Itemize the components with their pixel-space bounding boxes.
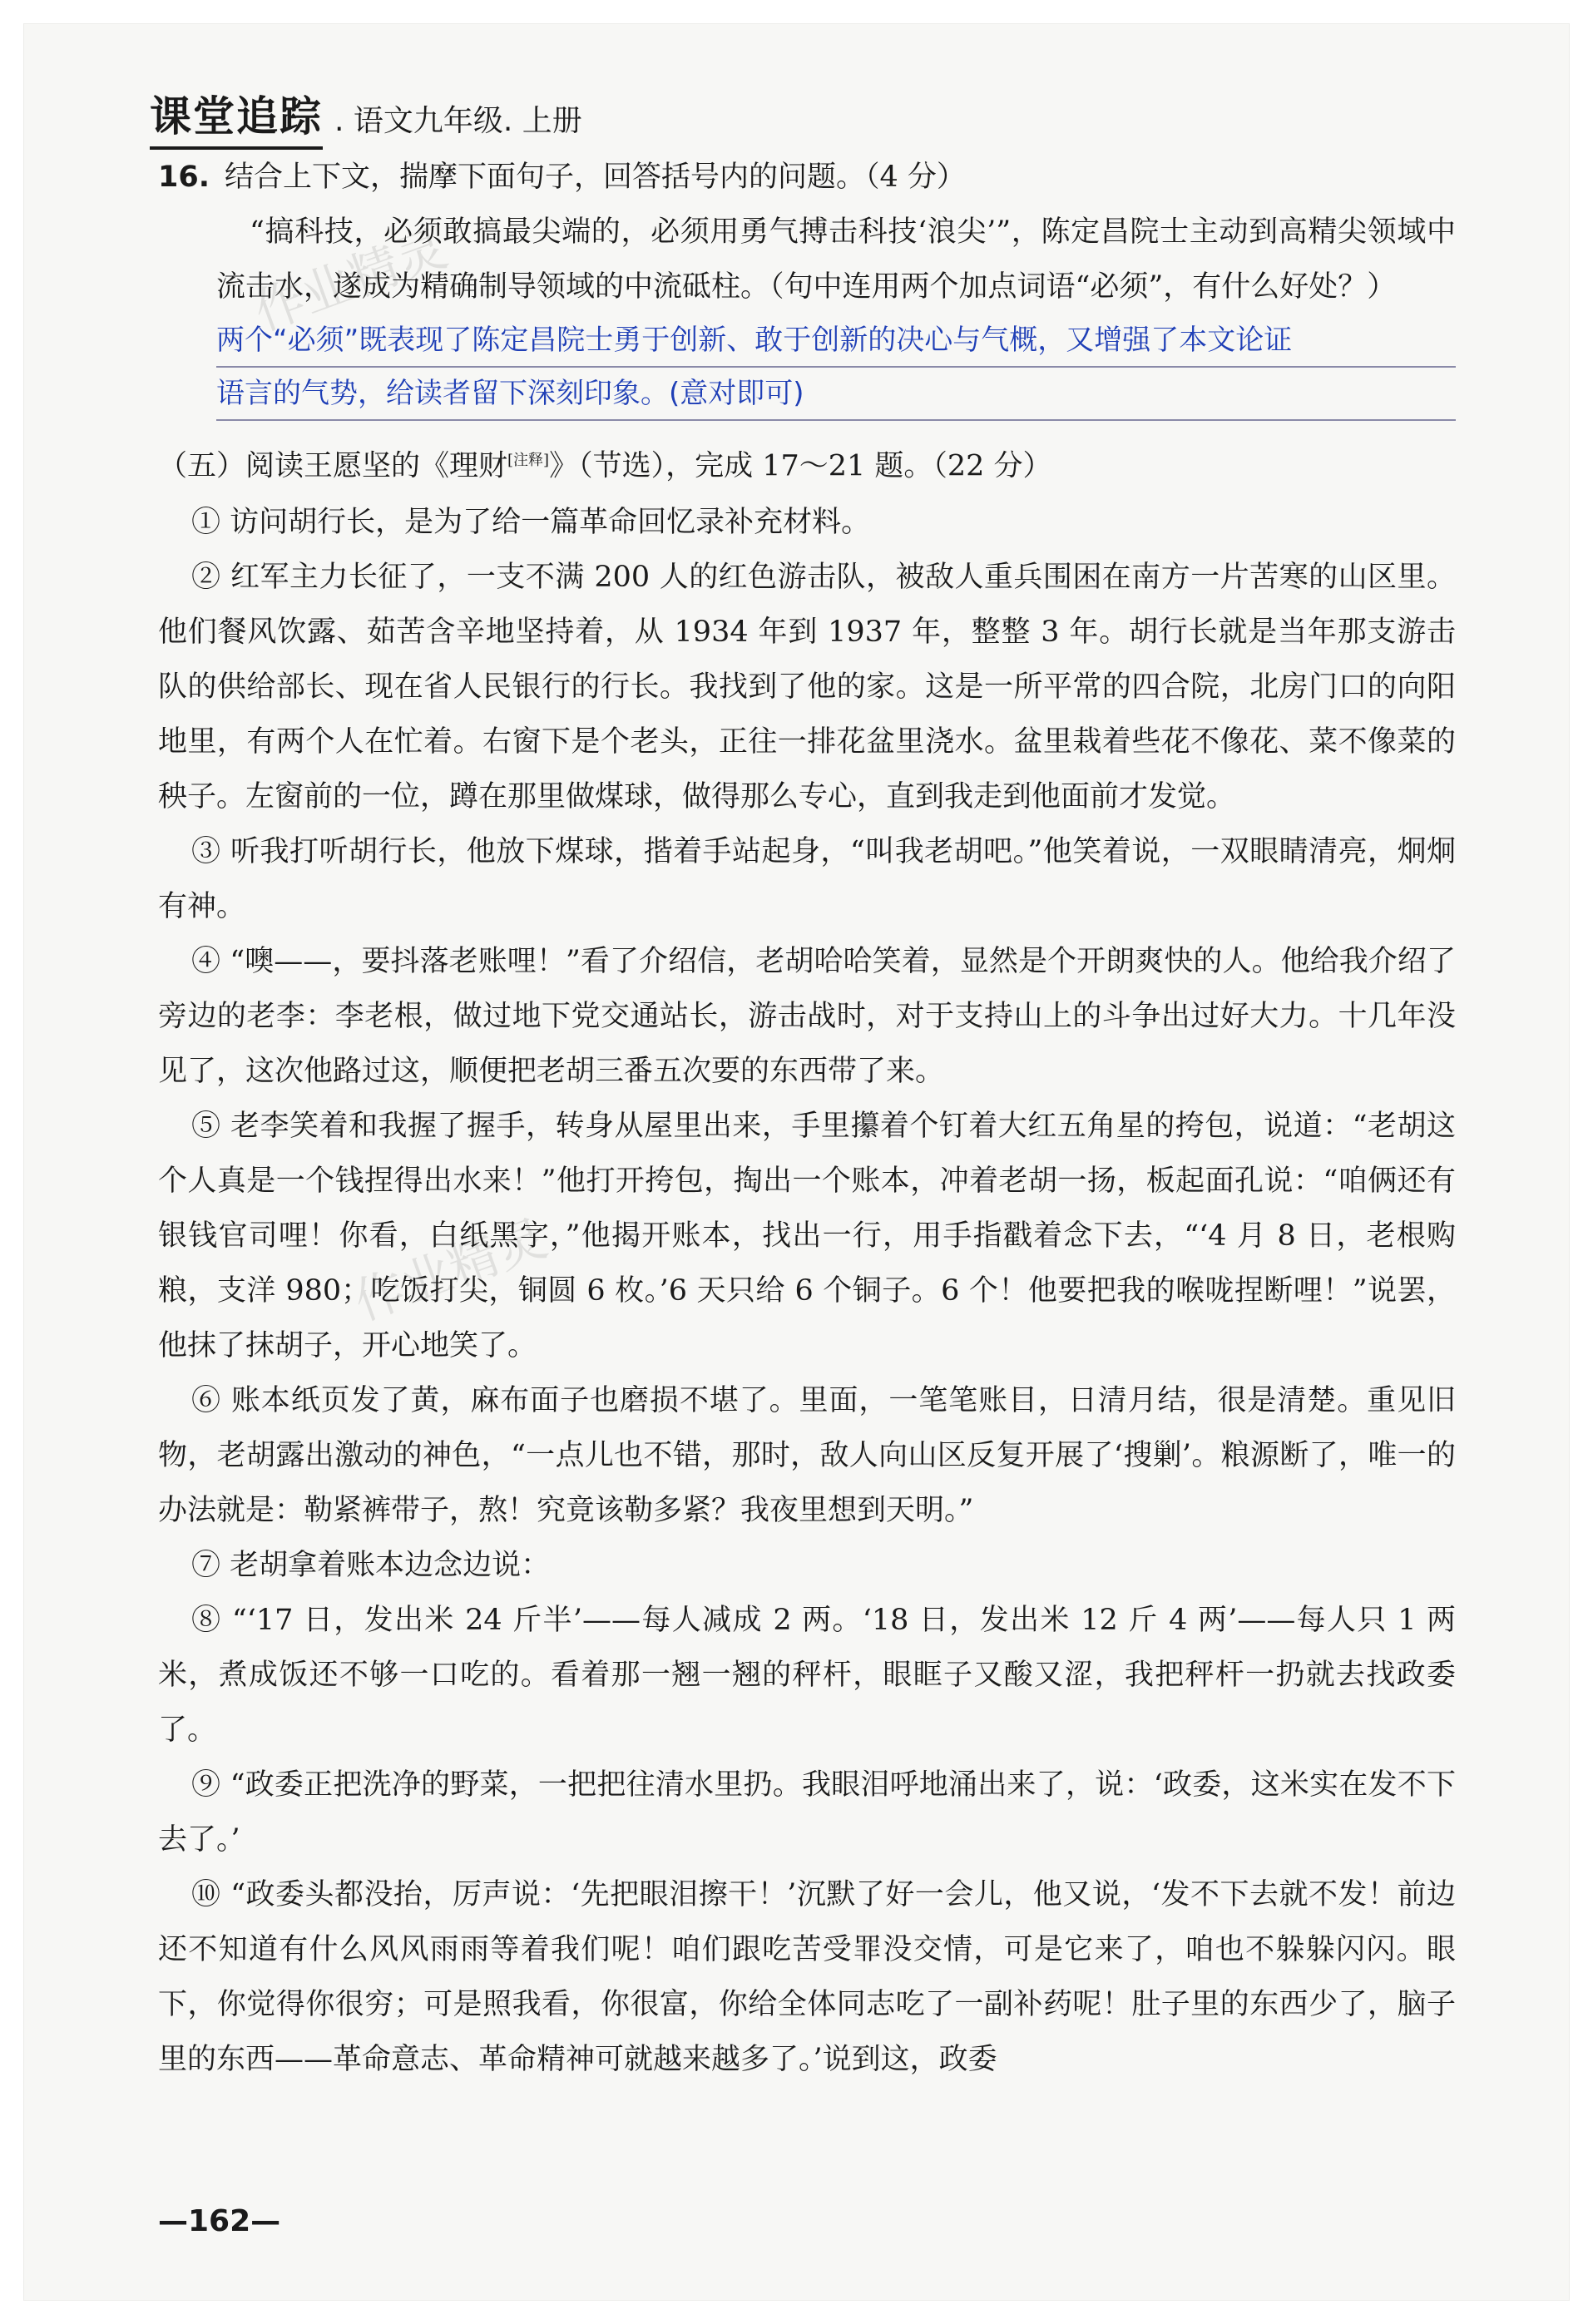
answer-line: 两个“必须”既表现了陈定昌院士勇于创新、敢于创新的决心与气概，又增强了本文论证 xyxy=(216,314,1456,368)
brand-logo xyxy=(150,83,323,143)
page-content xyxy=(158,150,1456,2087)
paragraph-1: ① 访问胡行长，是为了给一篇革命回忆录补充材料。 xyxy=(191,505,871,539)
page-header xyxy=(150,77,582,143)
section-heading-pre: （五）阅读王愿坚的《理财 xyxy=(158,449,508,483)
section-heading-post: 》（节选），完成 17～21 题。（22 分） xyxy=(549,449,1052,483)
watermark: 作业精灵 xyxy=(346,1209,555,1333)
footnote-marker: [注释] xyxy=(507,452,550,469)
paragraph-2: ② 红军主力长征了，一支不满 200 人的红色游击队，被敌人重兵围困在南方一片苦寒的山区里。他们餐风饮露、茹苦含辛地坚持着，从 1934 年到 1937 年，整整 3 年。胡行长就是当年那支游击队的供给部长、现在省人民银行的行长。我找到了他的家。这是一所平常的四合院，北房门口的向阳地里，有两个人在忙着。右窗下是个老头，正往一排花盆里浇水。盆里栽着些花不像花、菜不像菜的秧子。左窗前的一位，蹲在那里做煤球，做得那么专心，直到我走到他面前才发觉。 xyxy=(158,560,1456,813)
paragraph-8: ⑧ “‘17 日，发出米 24 斤半’——每人减成 2 两。‘18 日，发出米 12 斤 4 两’——每人只 1 两米，煮成饭还不够一口吃的。看着那一翘一翘的秤杆，眼眶子又酸又涩，我把秤杆一扔就去找政委了。 xyxy=(158,1603,1456,1747)
paragraph-6: ⑥ 账本纸页发了黄，麻布面子也磨损不堪了。里面，一笔笔账目，日清月结，很是清楚。重见旧物，老胡露出激动的神色，“一点儿也不错，那时，敌人向山区反复开展了‘搜剿’。粮源断了，唯一的办法就是：勒紧裤带子，熬！究竟该勒多紧？我夜里想到天明。” xyxy=(158,1383,1456,1527)
brand-text: 课堂追踪 xyxy=(150,92,323,141)
answer-line: 语言的气势，给读者留下深刻印象。(意对即可) xyxy=(216,368,1456,421)
answer-block xyxy=(216,314,1456,421)
page-number: —162— xyxy=(158,2204,281,2238)
paragraph-5: ⑤ 老李笑着和我握了握手，转身从屋里出来，手里攥着个钉着大红五角星的挎包，说道：“老胡这个人真是一个钱捏得出水来！”他打开挎包，掏出一个账本，冲着老胡一扬，板起面孔说：“咱俩还有银钱官司哩！你看，白纸黑字，”他揭开账本，找出一行，用手指戳着念下去，“‘4 月 8 日，老根购粮，支洋 980；吃饭打尖，铜圆 6 枚。’6 天只给 6 个铜子。6 个！他要把我的喉咙捏断哩！”说罢，他抹了抹胡子，开心地笑了。 xyxy=(158,1109,1456,1362)
question-16 xyxy=(158,150,1456,205)
paragraph-4: ④ “噢——，要抖落老账哩！”看了介绍信，老胡哈哈笑着，显然是个开朗爽快的人。他给我介绍了旁边的老李：李老根，做过地下党交通站长，游击战时，对于支持山上的斗争出过好大力。十几年没见了，这次他路过这，顺便把老胡三番五次要的东西带了来。 xyxy=(158,944,1456,1088)
question-quote: “搞科技，必须敢搞最尖端的，必须用勇气搏击科技‘浪尖’”，陈定昌院士主动到高精尖领域中流击水，遂成为精确制导领域的中流砥柱。（句中连用两个加点词语“必须”，有什么好处？） xyxy=(216,215,1456,304)
question-number: 16. xyxy=(158,161,210,194)
paragraph-10: ⑩ “政委头都没抬，厉声说：‘先把眼泪擦干！’沉默了好一会儿，他又说，‘发不下去就不发！前边还不知道有什么风风雨雨等着我们呢！咱们跟吃苦受罪没交情，可是它来了，咱也不躲躲闪闪。眼下，你觉得你很穷；可是照我看，你很富，你给全体同志吃了一副补药呢！肚子里的东西少了，脑子里的东西——革命意志、革命精神可就越来越多了。’说到这，政委 xyxy=(158,1877,1456,2076)
section-heading xyxy=(158,433,1456,495)
paragraph-9: ⑨ “政委正把洗净的野菜，一把把往清水里扔。我眼泪呼地涌出来了，说：‘政委，这米实在发不下去了。’ xyxy=(158,1768,1456,1857)
question-prompt: 结合上下文，揣摩下面句子，回答括号内的问题。（4 分） xyxy=(225,161,966,194)
paragraph-3: ③ 听我打听胡行长，他放下煤球，揩着手站起身，“叫我老胡吧。”他笑着说，一双眼睛清亮，炯炯有神。 xyxy=(158,834,1456,923)
paragraph-7: ⑦ 老胡拿着账本边念边说： xyxy=(191,1548,551,1582)
watermark: 作业精灵 xyxy=(246,219,455,343)
book-subtitle: . 语文九年级. 上册 xyxy=(334,104,582,138)
